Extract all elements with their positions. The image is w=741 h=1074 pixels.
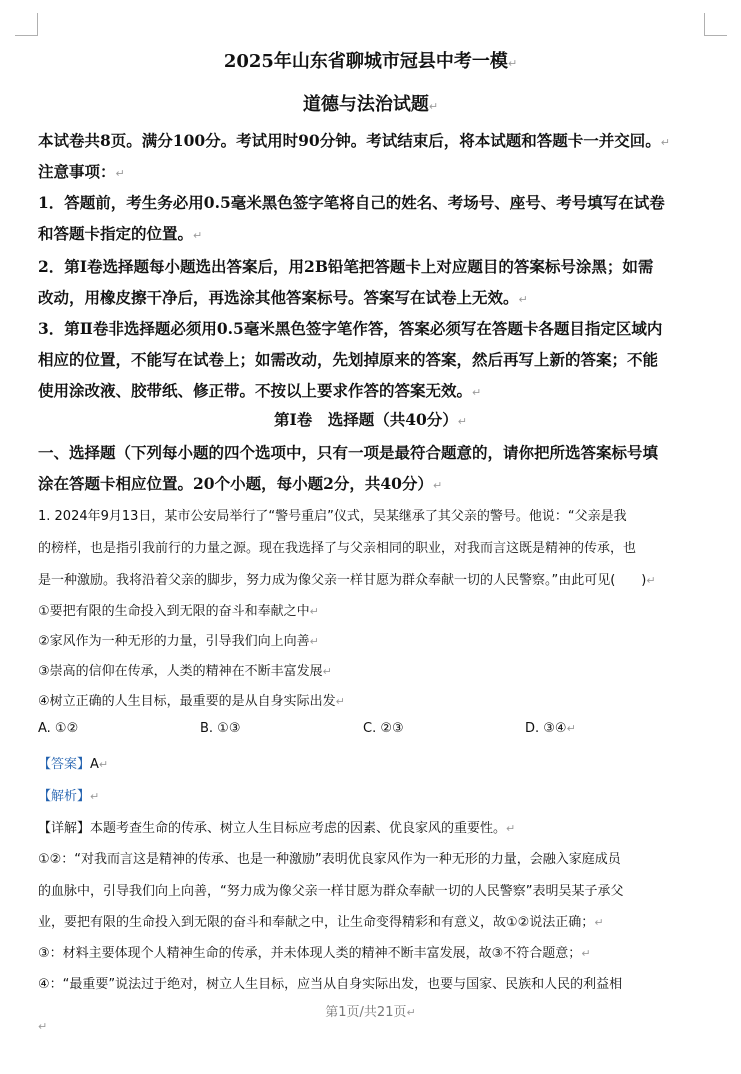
explanation-line: ④：“最重要”说法过于绝对，树立人生目标，应当从自身实际出发，也要与国家、民族和人民的利益相	[38, 977, 623, 992]
option-b: B. ①③	[200, 721, 241, 736]
notice-intro: 本试卷共8页。满分100分。考试用时90分钟。考试结束后，将本试题和答题卡一并交回。↵	[38, 131, 670, 150]
question-stem: 1. 2024年9月13日，某市公安局举行了“警号重启”仪式，吴某继承了其父亲的警号。他说：“父亲是我	[38, 509, 627, 524]
question-stem: 是一种激励。我将沿着父亲的脚步，努力成为像父亲一样甘愿为群众奉献一切的人民警察。”由此可见( )↵	[38, 573, 656, 588]
notice-line: 改动，用橡皮擦干净后，再选涂其他答案标号。答案写在试卷上无效。↵	[38, 288, 528, 307]
section-instruction: 涂在答题卡相应位置。20个小题，每小题2分，共40分）↵	[38, 474, 443, 493]
explanation-line: 业，要把有限的生命投入到无限的奋斗和奉献之中，让生命变得精彩和有意义，故①②说法正确；↵	[38, 915, 604, 930]
notice-line: 使用涂改液、胶带纸、修正带。不按以上要求作答的答案无效。↵	[38, 381, 482, 400]
notice-heading: 注意事项：↵	[38, 162, 125, 181]
section-title: 第Ⅰ卷 选择题（共40分）↵	[273, 410, 468, 429]
option-c: C. ②③	[363, 721, 404, 736]
page-footer: 第1页/共21页↵	[325, 1005, 416, 1020]
answer-value: A	[90, 757, 99, 772]
option-a: A. ①②	[38, 721, 79, 736]
question-stem: 的榜样，也是指引我前行的力量之源。现在我选择了与父亲相同的职业，对我而言这既是精神的传承，也	[38, 541, 637, 556]
analysis-line: 【解析】↵	[38, 789, 100, 804]
statement-4: ④树立正确的人生目标，最重要的是从自身实际出发↵	[38, 694, 345, 709]
paragraph-mark: ↵	[38, 1020, 48, 1033]
detail-line: 【详解】本题考查生命的传承、树立人生目标应考虑的因素、优良家风的重要性。↵	[38, 821, 516, 836]
section-instruction: 一、选择题（下列每小题的四个选项中，只有一项是最符合题意的，请你把所选答案标号填	[38, 443, 659, 462]
notice-line: 和答题卡指定的位置。↵	[38, 224, 203, 243]
exam-subject: 道德与法治试题↵	[302, 94, 439, 115]
analysis-tag: 【解析】	[38, 789, 91, 804]
answer-line: 【答案】A↵	[38, 757, 109, 772]
option-d: D. ③④↵	[525, 721, 576, 736]
exam-title: 2025年山东省聊城市冠县中考一模↵	[223, 51, 518, 72]
answer-tag: 【答案】	[38, 757, 91, 772]
crop-mark-top-left	[15, 13, 38, 36]
explanation-line: ①②：“对我而言这是精神的传承、也是一种激励”表明优良家风作为一种无形的力量，会融入家庭成员	[38, 852, 621, 867]
explanation-line: ③：材料主要体现个人精神生命的传承，并未体现人类的精神不断丰富发展，故③不符合题意；↵	[38, 946, 591, 961]
crop-mark-top-right	[704, 13, 727, 36]
statement-1: ①要把有限的生命投入到无限的奋斗和奉献之中↵	[38, 604, 319, 619]
statement-3: ③崇高的信仰在传承，人类的精神在不断丰富发展↵	[38, 664, 332, 679]
notice-line: 2．第Ⅰ卷选择题每小题选出答案后，用2B铅笔把答题卡上对应题目的答案标号涂黑；如需	[38, 257, 654, 276]
notice-line: 相应的位置，不能写在试卷上；如需改动，先划掉原来的答案，然后再写上新的答案；不能	[38, 350, 659, 369]
notice-line: 1．答题前，考生务必用0.5毫米黑色签字笔将自己的姓名、考场号、座号、考号填写在试卷	[38, 193, 665, 212]
detail-tag: 【详解】	[38, 821, 91, 836]
notice-line: 3．第Ⅱ卷非选择题必须用0.5毫米黑色签字笔作答，答案必须写在答题卡各题目指定区域内	[38, 319, 663, 338]
statement-2: ②家风作为一种无形的力量，引导我们向上向善↵	[38, 634, 319, 649]
explanation-line: 的血脉中，引导我们向上向善，“努力成为像父亲一样甘愿为群众奉献一切的人民警察”表明吴某子承父	[38, 884, 624, 899]
